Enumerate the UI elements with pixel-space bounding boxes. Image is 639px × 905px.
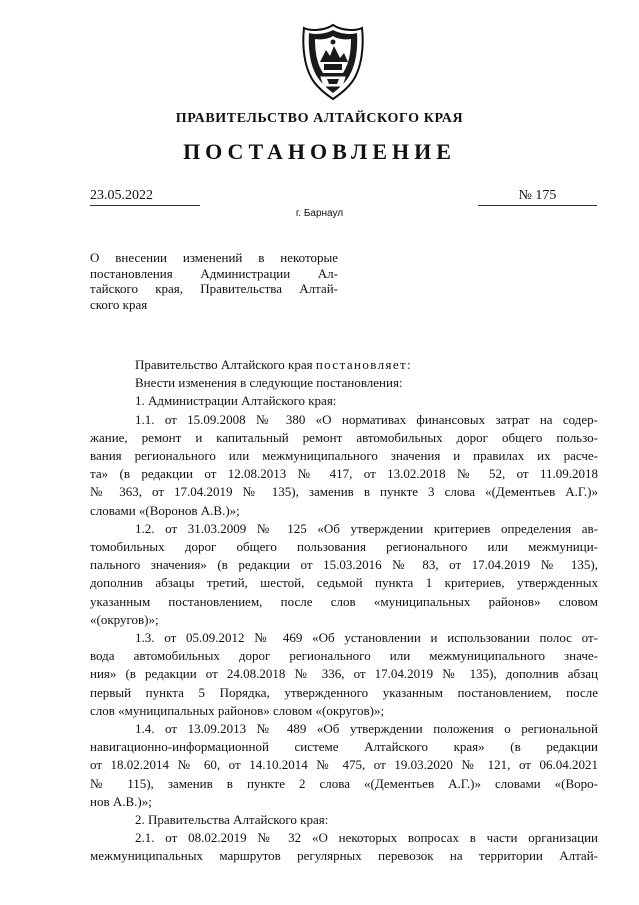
paragraph-line: 1.2. от 31.03.2009 № 125 «Об утверждении критериев определения ав- — [135, 520, 598, 536]
paragraph-line: «(округов)»; — [90, 611, 159, 627]
paragraph-line: томобильных дорог общего пользования регионального или межмуници- — [90, 539, 598, 555]
paragraph-line: дополнив абзацы третий, шестой, седьмой пункта 1 критериев, утвержденных — [90, 575, 598, 591]
paragraph-line: нов А.В.)»; — [90, 793, 152, 809]
coat-of-arms-emblem — [296, 22, 370, 102]
paragraph-line: та» (в редакции от 12.08.2013 № 417, от 13.02.2018 № 52, от 11.09.2018 — [90, 466, 598, 482]
paragraph-line: № 115), заменив в пункте 2 слова «(Дементьев А.Г.)» словами «(Воро- — [90, 775, 598, 791]
subject-line: тайского края, Правительства Алтай- — [90, 281, 338, 296]
section-heading: 1. Администрации Алтайского края: — [135, 393, 337, 409]
paragraph-line: вания регионального или межмуниципального значения и правилах их расче- — [90, 448, 598, 464]
government-name: ПРАВИТЕЛЬСТВО АЛТАЙСКОГО КРАЯ — [175, 111, 464, 126]
paragraph-line: межмуниципальных маршрутов регулярных перевозок на территории Алтай- — [90, 848, 598, 864]
document-subject — [90, 250, 338, 312]
resolution-intro — [90, 356, 598, 374]
paragraph-line: 1.3. от 05.09.2012 № 469 «Об установлении и использовании полос от- — [135, 630, 598, 646]
intro-line: Внести изменения в следующие постановления: — [135, 375, 403, 391]
intro-text: Правительство Алтайского края — [135, 357, 316, 372]
paragraph-line: первый пункта 5 Порядка, утвержденного указанным постановлением, после — [90, 684, 598, 700]
paragraph-line: словами «(Воронов А.В.)»; — [90, 502, 240, 518]
section-heading: 2. Правительства Алтайского края: — [135, 812, 329, 828]
paragraph-line: указанным постановлением, после слов «муниципальных районов» словом — [90, 593, 598, 609]
paragraph-line: 1.1. от 15.09.2008 № 380 «О нормативах финансовых затрат на содер- — [135, 411, 598, 427]
paragraph-line: ния» (в редакции от 24.08.2018 № 336, от 17.04.2019 № 135), дополнив абзац — [90, 666, 598, 682]
document-city: г. Барнаул — [295, 208, 344, 219]
document-number: № 175 — [478, 188, 597, 206]
document-date: 23.05.2022 — [90, 188, 200, 206]
subject-line: ского края — [90, 296, 148, 312]
document-body — [90, 356, 598, 866]
document-type-title: ПОСТАНОВЛЕНИЕ — [183, 139, 456, 164]
paragraph-line: № 363, от 17.04.2019 № 135), заменив в пункте 3 слова «(Дементьев А.Г.)» — [90, 484, 598, 500]
paragraph-line: от 18.02.2014 № 60, от 14.10.2014 № 475, от 19.03.2020 № 121, от 06.04.2021 — [90, 757, 598, 773]
paragraph-line: 1.4. от 13.09.2013 № 489 «Об утверждении положения о региональной — [135, 721, 598, 737]
resolves-word: постановляет: — [315, 357, 413, 372]
paragraph-line: слов «муниципальных районов» словом «(округов)»; — [90, 702, 385, 718]
subject-line: О внесении изменений в некоторые — [90, 250, 338, 265]
paragraph-line: вода автомобильных дорог регионального или межмуниципального значе- — [90, 648, 598, 664]
paragraph-line: жание, ремонт и капитальный ремонт автомобильных дорог общего пользо- — [90, 429, 598, 445]
paragraph-line: 2.1. от 08.02.2019 № 32 «О некоторых вопросах в части организации — [135, 830, 598, 846]
paragraph-line: навигационно-информационной системе Алтайского края» (в редакции — [90, 739, 598, 755]
subject-line: постановления Администрации Ал- — [90, 265, 338, 281]
paragraph-line: пального значения» (в редакции от 15.03.2016 № 83, от 17.04.2019 № 135), — [90, 557, 598, 573]
